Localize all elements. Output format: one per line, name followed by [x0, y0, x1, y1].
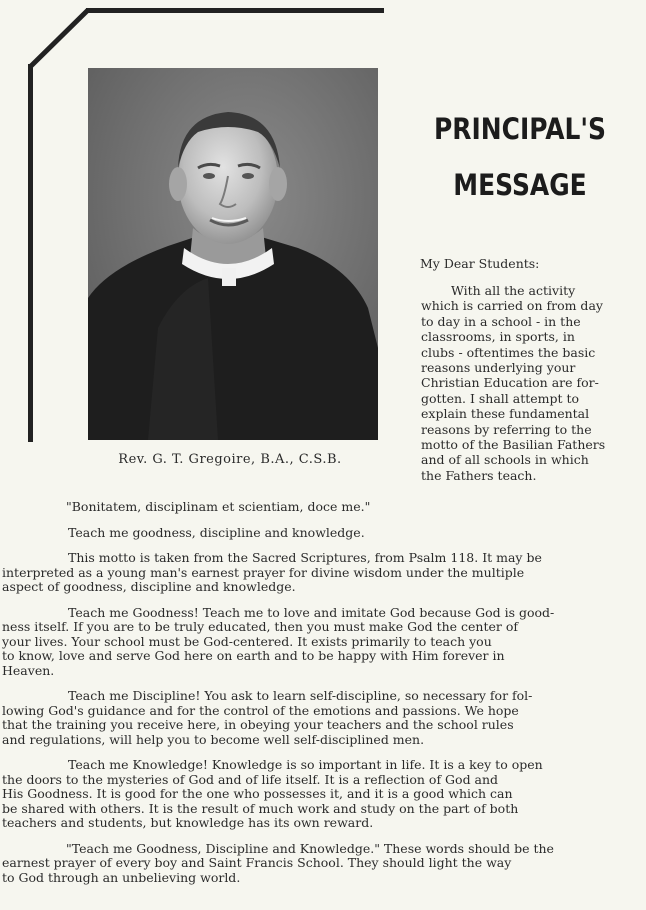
- body-line: aspect of goodness, discipline and knowledge.: [2, 579, 296, 594]
- body-line: "Teach me Goodness, Discipline and Knowledge." These words should be the: [66, 840, 554, 856]
- body-line: His Goodness. It is good for the one who possesses it, and it is a good which can: [2, 786, 513, 801]
- body-paragraph-closing: [2, 840, 626, 886]
- intro-line: gotten. I shall attempt to: [421, 390, 580, 406]
- intro-line: reasons by referring to the: [421, 421, 592, 437]
- body-line: Teach me Discipline! You ask to learn self-discipline, so necessary for fol-: [68, 688, 533, 703]
- portrait-caption: Rev. G. T. Gregoire, B.A., C.S.B.: [118, 452, 342, 467]
- intro-line: reasons underlying your: [421, 360, 576, 376]
- body-line: interpreted as a young man's earnest prayer for divine wisdom under the multiple: [2, 564, 525, 580]
- intro-line: Christian Education are for-: [421, 375, 599, 391]
- motto-english-line: Teach me goodness, discipline and knowledge.: [68, 524, 365, 540]
- letter-salutation: My Dear Students:: [420, 256, 540, 271]
- frame-left-rule: [28, 64, 33, 442]
- body-line: to God through an unbelieving world.: [2, 869, 241, 885]
- intro-paragraph: [421, 283, 636, 483]
- body-line: your lives. Your school must be God-centered. It exists primarily to teach you: [2, 633, 492, 649]
- body-line: teachers and students, but knowledge has its own reward.: [2, 815, 374, 830]
- principal-portrait-photo: [88, 68, 378, 440]
- frame-top-rule: [86, 8, 384, 13]
- intro-line: With all the activity: [451, 283, 576, 298]
- body-line: Heaven.: [2, 662, 55, 678]
- motto-latin: [66, 500, 626, 515]
- body-paragraph-discipline: [2, 688, 626, 747]
- intro-line: explain these fundamental: [421, 406, 590, 422]
- body-paragraph-psalm: [2, 550, 626, 595]
- page-title-line-2: MESSAGE: [453, 168, 587, 202]
- intro-line: clubs - oftentimes the basic: [421, 344, 596, 360]
- intro-line: the Fathers teach.: [421, 467, 537, 483]
- frame-corner-diagonal: [30, 8, 92, 70]
- body-paragraph-knowledge: [2, 757, 626, 831]
- letter-body: [2, 499, 626, 896]
- body-line: Teach me Knowledge! Knowledge is so important in life. It is a key to open: [68, 757, 543, 772]
- body-line: that the training you receive here, in obeying your teachers and the school rules: [2, 717, 514, 732]
- portrait-illustration: [88, 68, 378, 440]
- body-line: the doors to the mysteries of God and of life itself. It is a reflection of God and: [2, 771, 499, 787]
- body-line: lowing God's guidance and for the control of the emotions and passions. We hope: [2, 702, 519, 718]
- body-line: Teach me Goodness! Teach me to love and imitate God because God is good-: [68, 604, 555, 620]
- page-title-line-1: PRINCIPAL'S: [434, 112, 606, 146]
- body-line: be shared with others. It is the result of much work and study on the part of both: [2, 800, 519, 816]
- body-line: to know, love and serve God here on earth and to be happy with Him forever in: [2, 648, 505, 663]
- body-paragraph-goodness: [2, 604, 626, 679]
- intro-line: motto of the Basilian Fathers: [421, 437, 606, 453]
- intro-line: which is carried on from day: [421, 298, 603, 314]
- body-line: This motto is taken from the Sacred Scriptures, from Psalm 118. It may be: [68, 550, 542, 565]
- body-line: and regulations, will help you to become well self-disciplined men.: [2, 731, 425, 747]
- intro-line: and of all schools in which: [421, 452, 589, 468]
- intro-line: classrooms, in sports, in: [421, 329, 575, 345]
- body-line: earnest prayer of every boy and Saint Francis School. They should light the way: [2, 855, 512, 870]
- intro-line: to day in a school - in the: [421, 313, 581, 329]
- body-line: ness itself. If you are to be truly educated, then you must make God the center of: [2, 619, 518, 634]
- motto-latin-line: "Bonitatem, disciplinam et scientiam, doce me.": [66, 499, 371, 514]
- motto-english: [66, 526, 626, 541]
